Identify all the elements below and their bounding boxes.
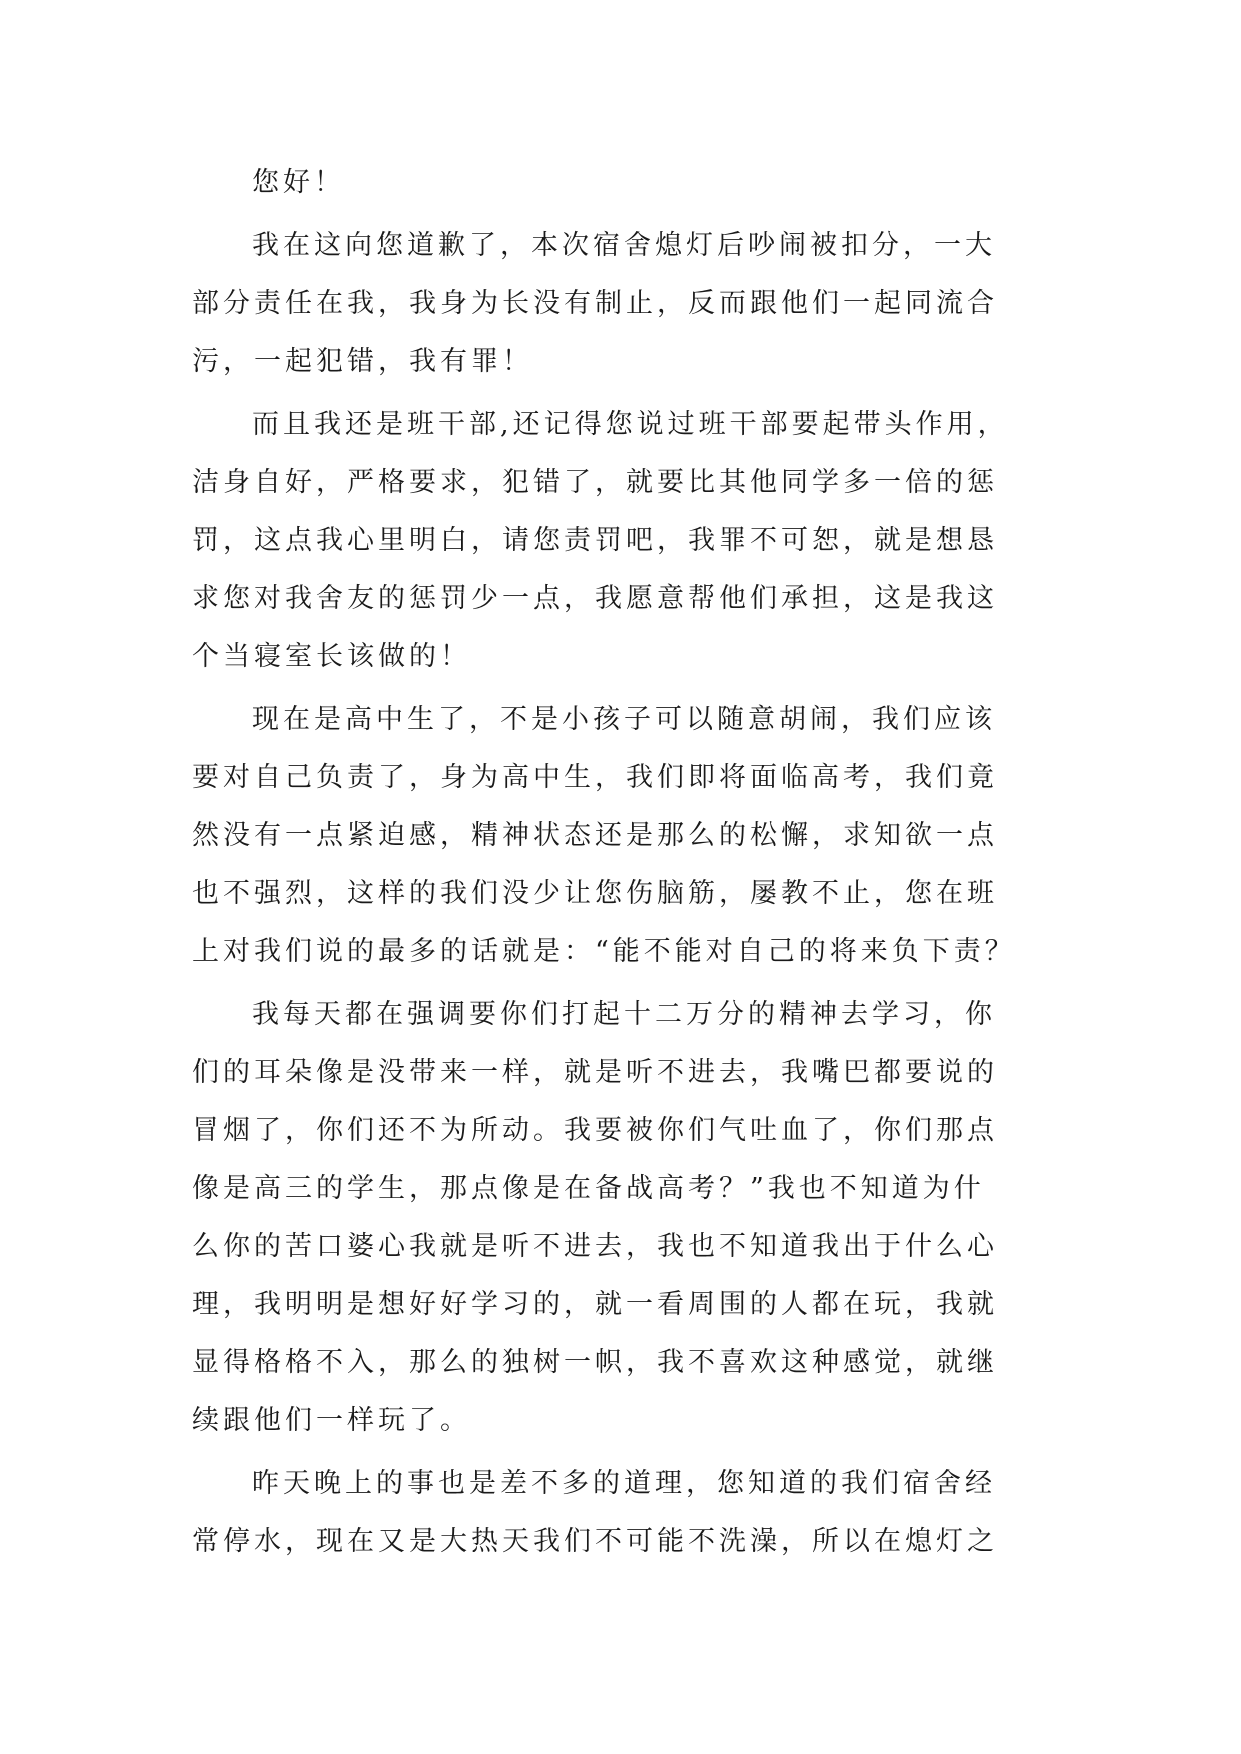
paragraph-1-line-3: 污，一起犯错，我有罪！ xyxy=(192,346,533,377)
paragraph-4-line-7: 显得格格不入，那么的独树一帜，我不喜欢这种感觉，就继 xyxy=(192,1347,998,1378)
greeting-line: 您好！ xyxy=(252,167,345,198)
paragraph-2-line-4: 求您对我舍友的惩罚少一点，我愿意帮他们承担，这是我这 xyxy=(192,583,998,614)
paragraph-3-line-2: 要对自己负责了，身为高中生，我们即将面临高考，我们竟 xyxy=(192,762,998,793)
paragraph-3-line-3: 然没有一点紧迫感，精神状态还是那么的松懈，求知欲一点 xyxy=(192,820,998,851)
paragraph-4-line-1: 我每天都在强调要你们打起十二万分的精神去学习，你 xyxy=(252,999,996,1030)
paragraph-1-line-2: 部分责任在我，我身为长没有制止，反而跟他们一起同流合 xyxy=(192,288,998,319)
paragraph-4-line-3: 冒烟了，你们还不为所动。我要被你们气吐血了，你们那点 xyxy=(192,1115,998,1146)
paragraph-3-line-1: 现在是高中生了，不是小孩子可以随意胡闹，我们应该 xyxy=(252,704,996,735)
paragraph-5-line-1: 昨天晚上的事也是差不多的道理，您知道的我们宿舍经 xyxy=(252,1468,996,1499)
paragraph-3-line-4: 也不强烈，这样的我们没少让您伤脑筋，屡教不止，您在班 xyxy=(192,878,998,909)
paragraph-5-line-2: 常停水，现在又是大热天我们不可能不洗澡，所以在熄灯之 xyxy=(192,1526,998,1557)
paragraph-4-line-5: 么你的苦口婆心我就是听不进去，我也不知道我出于什么心 xyxy=(192,1231,998,1262)
paragraph-2-line-3: 罚，这点我心里明白，请您责罚吧，我罪不可恕，就是想恳 xyxy=(192,525,998,556)
paragraph-4-line-2: 们的耳朵像是没带来一样，就是听不进去，我嘴巴都要说的 xyxy=(192,1057,998,1088)
document-body xyxy=(192,154,1052,1571)
paragraph-3-line-5: 上对我们说的最多的话就是：“能不能对自己的将来负下责？ xyxy=(192,936,1016,967)
paragraph-2-line-2: 洁身自好，严格要求，犯错了，就要比其他同学多一倍的惩 xyxy=(192,467,998,498)
paragraph-4-line-6: 理，我明明是想好好学习的，就一看周围的人都在玩，我就 xyxy=(192,1289,998,1320)
paragraph-1-line-1: 我在这向您道歉了，本次宿舍熄灯后吵闹被扣分，一大 xyxy=(252,230,996,261)
paragraph-4-line-4: 像是高三的学生，那点像是在备战高考？”我也不知道为什 xyxy=(192,1173,985,1204)
paragraph-4-line-8: 续跟他们一样玩了。 xyxy=(192,1405,471,1436)
paragraph-2-line-1: 而且我还是班干部,还记得您说过班干部要起带头作用， xyxy=(252,409,1009,440)
paragraph-2-line-5: 个当寝室长该做的！ xyxy=(192,641,471,672)
